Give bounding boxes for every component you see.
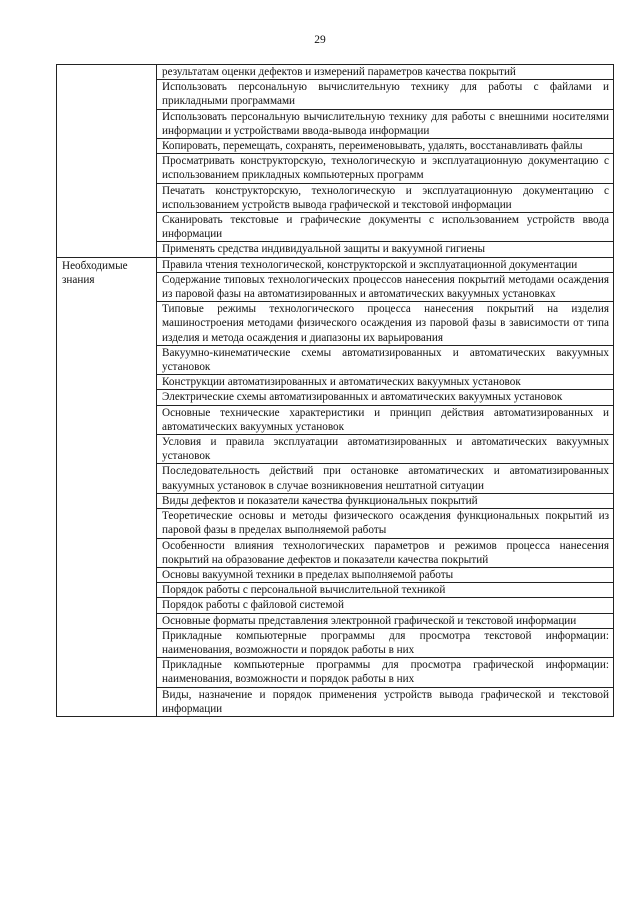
table-row [57,65,614,80]
requirement-text: Особенности влияния технологических параметров и режимов процесса нанесения покрытий на образование дефектов и показатели качества покрытий [157,538,614,567]
requirement-text: Печатать конструкторскую, технологическую и эксплуатационную документацию с использованием устройств вывода графической и текстовой информации [157,183,614,212]
requirement-text: Порядок работы с файловой системой [157,598,614,613]
requirement-text: Использовать персональную вычислительную технику для работы с файлами и прикладными программами [157,80,614,109]
requirement-text: Прикладные компьютерные программы для просмотра графической информации: наименования, возможности и порядок работы в них [157,658,614,687]
requirement-text: результатам оценки дефектов и измерений параметров качества покрытий [157,65,614,80]
requirement-text: Просматривать конструкторскую, технологическую и эксплуатационную документацию с использованием прикладных компьютерных программ [157,154,614,183]
requirement-text: Электрические схемы автоматизированных и автоматических вакуумных установок [157,390,614,405]
requirement-text: Основные технические характеристики и принцип действия автоматизированных и автоматических вакуумных установок [157,405,614,434]
requirement-text: Основы вакуумной техники в пределах выполняемой работы [157,567,614,582]
requirements-table [56,64,614,717]
section-label: Необходимые знания [57,257,157,716]
requirement-text: Виды дефектов и показатели качества функциональных покрытий [157,493,614,508]
requirement-text: Порядок работы с персональной вычислительной техникой [157,583,614,598]
section-label [57,65,157,258]
requirement-text: Основные форматы представления электронной графической и текстовой информации [157,613,614,628]
requirement-text: Применять средства индивидуальной защиты и вакуумной гигиены [157,242,614,257]
requirement-text: Использовать персональную вычислительную технику для работы с внешними носителями информации и устройствами ввода-вывода информации [157,109,614,138]
requirement-text: Условия и правила эксплуатации автоматизированных и автоматических вакуумных установок [157,435,614,464]
requirement-text: Копировать, перемещать, сохранять, переименовывать, удалять, восстанавливать файлы [157,139,614,154]
requirement-text: Вакуумно-кинематические схемы автоматизированных и автоматических вакуумных установок [157,345,614,374]
requirement-text: Теоретические основы и методы физического осаждения функциональных покрытий из паровой фазы в пределах выполняемой работы [157,509,614,538]
requirement-text: Правила чтения технологической, конструкторской и эксплуатационной документации [157,257,614,272]
requirement-text: Виды, назначение и порядок применения устройств вывода графической и текстовой информации [157,687,614,716]
requirement-text: Сканировать текстовые и графические документы с использованием устройств ввода информации [157,213,614,242]
page-number: 29 [314,34,326,46]
requirement-text: Типовые режимы технологического процесса нанесения покрытий на изделия машиностроения методами физического осаждения из паровой фазы в зависимости от типа изделия и метода осаждения и диапазоны их варьирования [157,302,614,346]
table-row [57,257,614,272]
requirement-text: Конструкции автоматизированных и автоматических вакуумных установок [157,375,614,390]
requirement-text: Прикладные компьютерные программы для просмотра текстовой информации: наименования, возможности и порядок работы в них [157,628,614,657]
requirement-text: Последовательность действий при остановке автоматических и автоматизированных вакуумных установок в случае возникновения нештатной ситуации [157,464,614,493]
requirement-text: Содержание типовых технологических процессов нанесения покрытий методами осаждения из паровой фазы на автоматизированных и автоматических вакуумных установках [157,272,614,301]
